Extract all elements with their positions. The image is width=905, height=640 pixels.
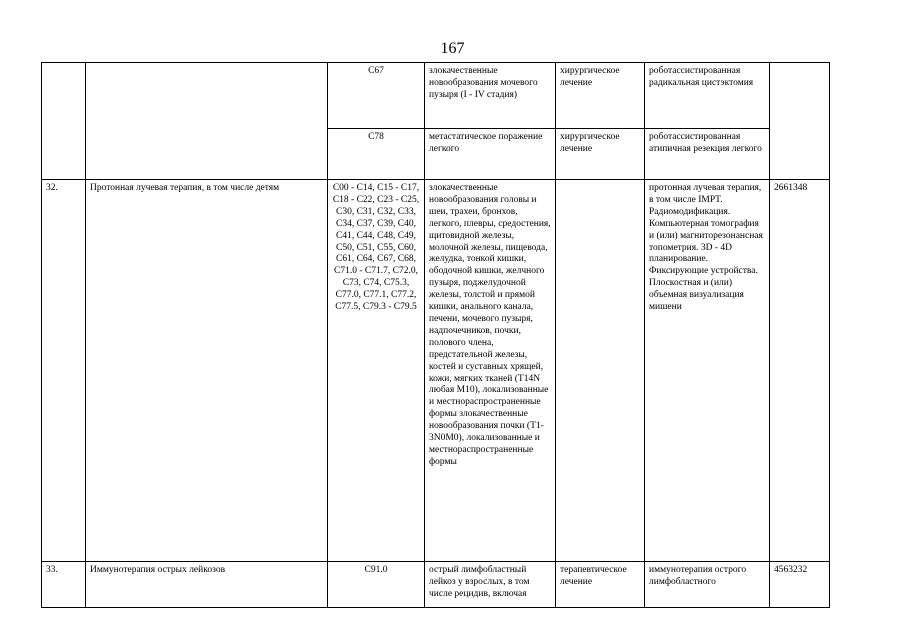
- treatment-type-cell: [556, 180, 645, 562]
- icd-code-cell: C00 - C14, C15 - C17, C18 - C22, C23 - C25, C30, C31, C32, C33, C34, C37, C39, C40, C41, C44, C48, C49, C50, C51, C55, C60, C61, C64, C67, C68, C71.0 - C71.7, C72.0, C73, C74, C75.3, C77.0, C77.1, C77.2, C77.5, C79.3 - C79.5: [328, 180, 425, 562]
- treatment-method-cell: роботассистированная радикальная цистэктомия: [645, 63, 770, 129]
- table-row: [42, 180, 830, 562]
- row-number-cell: [42, 63, 86, 180]
- patient-model-cell: злокачественные новообразования головы и шеи, трахеи, бронхов, легкого, плевры, средостения, щитовидной железы, молочной железы, пищевода, желудка, тонкой кишки, ободочной кишки, желчного пузыря, поджелудочной железы, толстой и прямой кишки, анального канала, печени, мочевого пузыря, надпочечников, почки, полового члена, предстательной железы, костей и суставных хрящей, кожи, мягких тканей (T14N любая M10), локализованные и местнораспространенные формы злокачественные новообразования почки (T1-3N0M0), локализованные и местнораспространенные формы: [425, 180, 556, 562]
- patient-model-cell: острый лимфобластный лейкоз у взрослых, в том числе рецидив, включая: [425, 562, 556, 608]
- treatment-name-cell: Иммунотерапия острых лейкозов: [86, 562, 328, 608]
- treatment-type-cell: терапевтическое лечение: [556, 562, 645, 608]
- cost-cell: [770, 63, 830, 180]
- treatment-method-cell: иммунотерапия острого лимфобластного: [645, 562, 770, 608]
- treatment-method-cell: роботассистированная атипичная резекция легкого: [645, 129, 770, 180]
- treatment-method-cell: протонная лучевая терапия, в том числе IMPT. Радиомодификация. Компьютерная томография и (или) магниторезонансная топометрия. 3D - 4D планирование. Фиксирующие устройства. Плоскостная и (или) объемная визуализация мишени: [645, 180, 770, 562]
- icd-code-cell: C67: [328, 63, 425, 129]
- treatment-name-cell: [86, 63, 328, 180]
- table-row: [42, 63, 830, 129]
- row-number-cell: 32.: [42, 180, 86, 562]
- page-number: 167: [440, 40, 465, 57]
- patient-model-cell: метастатическое поражение легкого: [425, 129, 556, 180]
- treatment-type-cell: хирургическое лечение: [556, 129, 645, 180]
- table-row: [42, 562, 830, 608]
- cost-cell: 4563232: [770, 562, 830, 608]
- treatment-type-cell: хирургическое лечение: [556, 63, 645, 129]
- row-number-cell: 33.: [42, 562, 86, 608]
- icd-code-cell: C91.0: [328, 562, 425, 608]
- treatment-table: [41, 62, 830, 608]
- cost-cell: 2661348: [770, 180, 830, 562]
- treatment-name-cell: Протонная лучевая терапия, в том числе детям: [86, 180, 328, 562]
- icd-code-cell: C78: [328, 129, 425, 180]
- patient-model-cell: злокачественные новообразования мочевого пузыря (I - IV стадия): [425, 63, 556, 129]
